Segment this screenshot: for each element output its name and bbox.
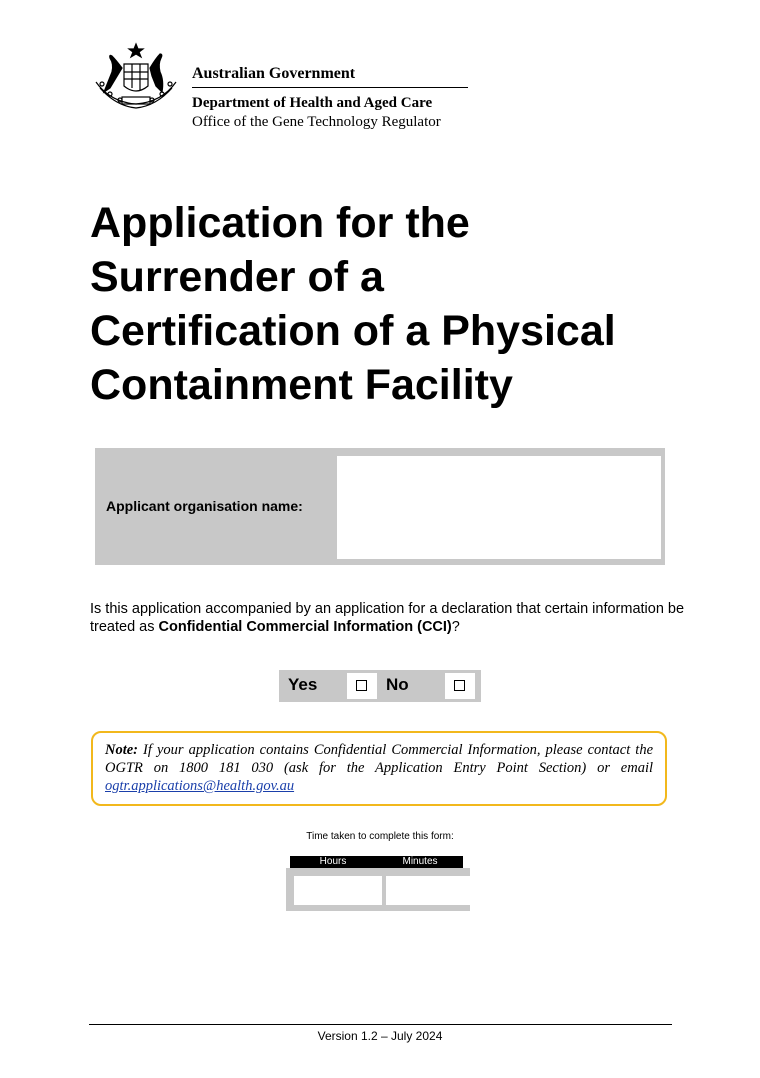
yes-checkbox-cell[interactable] <box>347 673 377 699</box>
time-taken-label: Time taken to complete this form: <box>306 831 454 842</box>
no-checkbox-cell[interactable] <box>445 673 475 699</box>
title-line-3: Certification of a Physical <box>90 307 616 355</box>
time-taken-header <box>290 856 463 868</box>
department-name: Department of Health and Aged Care <box>192 95 433 111</box>
yes-checkbox[interactable] <box>356 680 367 691</box>
coat-of-arms-icon <box>90 42 182 114</box>
footer-divider <box>89 1024 672 1025</box>
minutes-input[interactable] <box>386 876 474 905</box>
cci-note <box>91 731 667 806</box>
title-line-1: Application for the <box>90 199 470 247</box>
cci-question <box>90 600 690 636</box>
office-name: Office of the Gene Technology Regulator <box>192 114 441 130</box>
no-checkbox[interactable] <box>454 680 465 691</box>
email-link[interactable]: ogtr.applications@health.gov.au <box>105 778 295 794</box>
cci-question-text: Is this application accompanied by an application for a declaration that certain information be treated as <box>90 601 685 635</box>
applicant-organisation-label: Applicant organisation name: <box>106 498 303 514</box>
cci-question-bold: Confidential Commercial Information (CCI) <box>158 619 452 635</box>
time-taken-fields <box>286 868 470 911</box>
cci-question-end: ? <box>451 619 460 635</box>
minutes-header: Minutes <box>402 856 438 867</box>
note-text: If your application contains Confidential Commercial Information, please contact the OGTR on 1800 181 030 (ask for the Application Entry Point Section) or email <box>105 742 653 776</box>
government-branding <box>192 64 468 132</box>
page-title <box>90 196 710 412</box>
yes-label: Yes <box>288 675 318 694</box>
title-line-2: Surrender of a <box>90 253 384 301</box>
hours-header: Hours <box>319 856 347 867</box>
hours-input[interactable] <box>294 876 382 905</box>
applicant-organisation-input[interactable] <box>337 456 661 559</box>
title-line-4: Containment Facility <box>90 361 513 409</box>
no-label: No <box>386 675 409 694</box>
footer-version: Version 1.2 – July 2024 <box>317 1029 443 1043</box>
cci-yes-no-group <box>279 670 481 702</box>
government-name: Australian Government <box>192 64 468 88</box>
note-label: Note: <box>105 742 139 758</box>
applicant-organisation-section <box>95 448 665 565</box>
